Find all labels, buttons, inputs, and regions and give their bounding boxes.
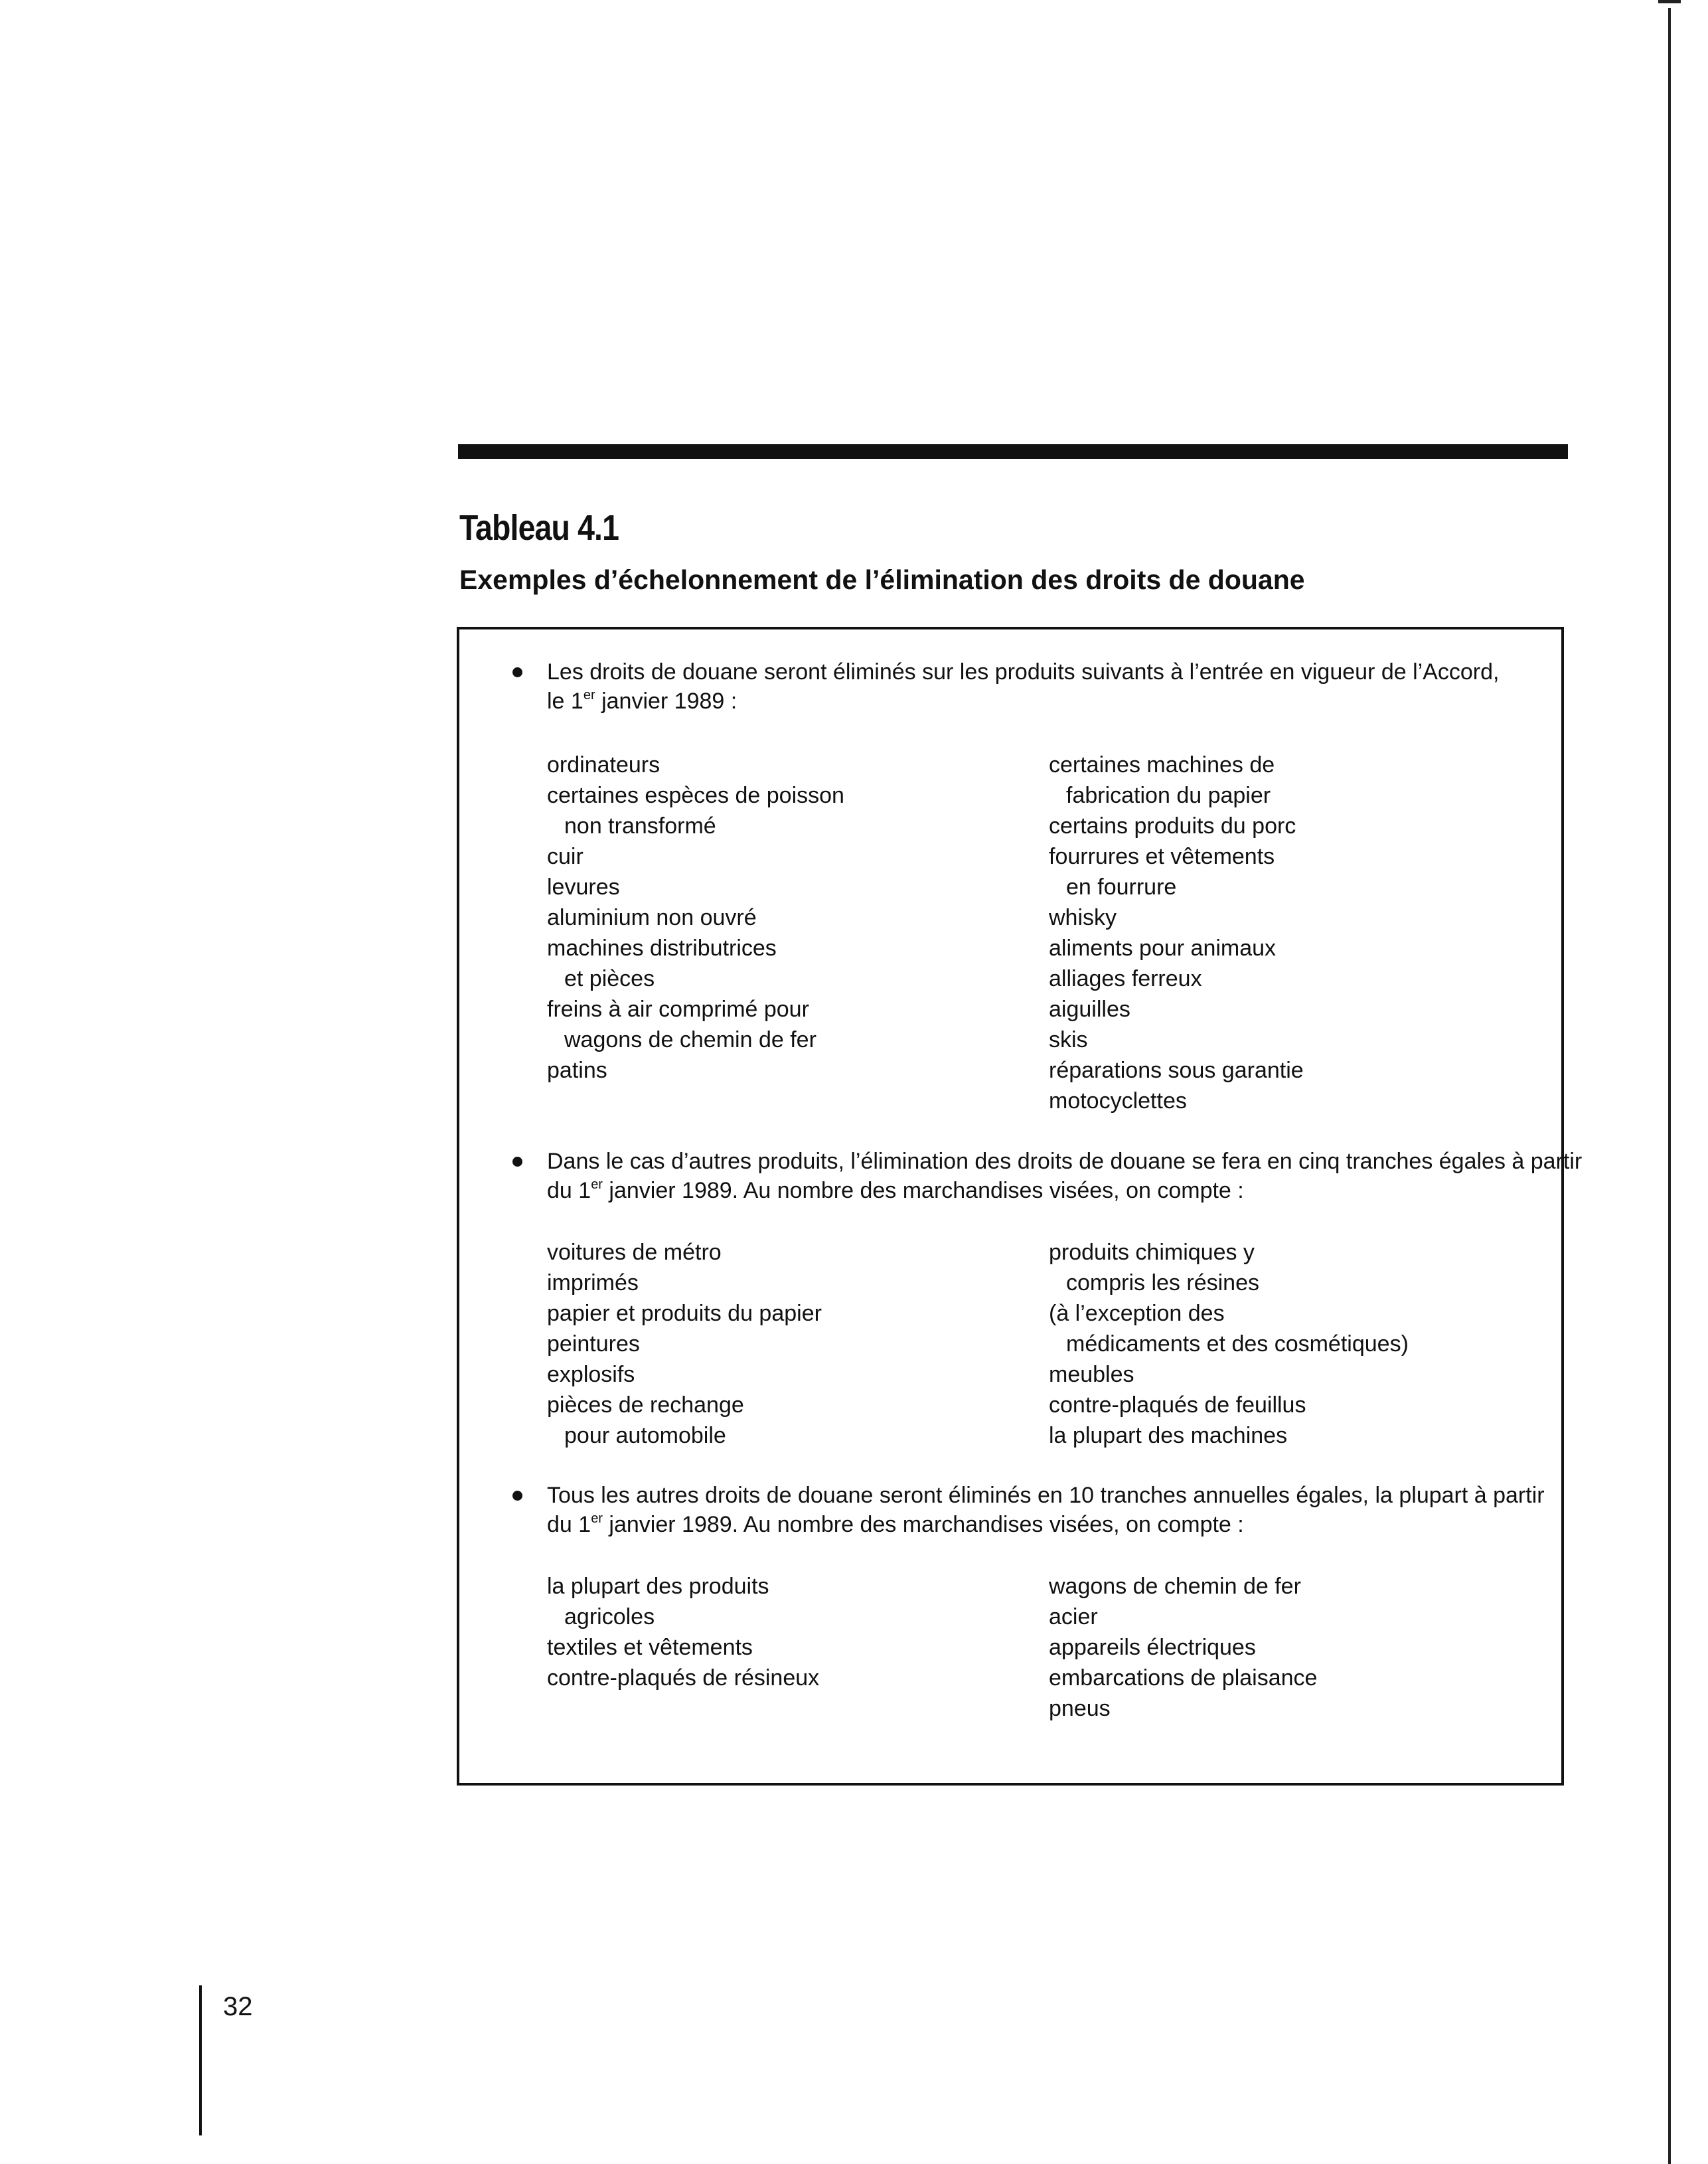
intro-text: janvier 1989. Au nombre des marchandises visées, on compte :	[602, 1178, 1244, 1203]
list-item: skis	[1049, 1027, 1088, 1052]
product-list-left	[547, 1237, 822, 1451]
list-item: fabrication du papier	[1066, 783, 1271, 808]
list-item: peintures	[547, 1331, 640, 1357]
intro-text: janvier 1989. Au nombre des marchandises visées, on compte :	[602, 1512, 1244, 1537]
intro-line: Dans le cas d’autres produits, l’élimination des droits de douane se fera en cinq tranches égales à partir	[547, 1149, 1583, 1174]
list-item: wagons de chemin de fer	[1049, 1574, 1301, 1599]
list-item: imprimés	[547, 1270, 639, 1295]
intro-line: Les droits de douane seront éliminés sur les produits suivants à l’entrée en vigueur de l’Accord,	[547, 659, 1500, 685]
list-item: motocyclettes	[1049, 1088, 1187, 1114]
page-edge-tick	[1658, 0, 1681, 3]
bullet-icon	[512, 1157, 522, 1167]
product-list-left	[547, 1571, 819, 1693]
list-item: en fourrure	[1066, 874, 1177, 900]
list-item: patins	[547, 1058, 607, 1083]
list-item: voitures de métro	[547, 1240, 722, 1265]
intro-superscript: er	[591, 1511, 603, 1526]
list-item: fourrures et vêtements	[1049, 844, 1275, 869]
list-item: wagons de chemin de fer	[564, 1027, 816, 1052]
list-item: aluminium non ouvré	[547, 905, 757, 930]
list-item: contre-plaqués de feuillus	[1049, 1392, 1306, 1418]
list-item: ordinateurs	[547, 752, 660, 778]
list-item: réparations sous garantie	[1049, 1058, 1304, 1083]
product-list-right	[1049, 1237, 1409, 1451]
bullet-icon	[512, 667, 522, 677]
intro-line	[547, 1510, 1529, 1539]
list-item: produits chimiques y	[1049, 1240, 1255, 1265]
list-item: aliments pour animaux	[1049, 936, 1277, 961]
list-item: médicaments et des cosmétiques)	[1066, 1331, 1409, 1357]
page-edge-line	[1668, 8, 1671, 2164]
list-item: aiguilles	[1049, 997, 1130, 1022]
table-subtitle: Exemples d’échelonnement de l’élimination des droits de douane	[459, 564, 1305, 595]
product-list-right	[1049, 750, 1304, 1116]
list-item: la plupart des produits	[547, 1574, 769, 1599]
list-item: certains produits du porc	[1049, 813, 1296, 839]
list-item: agricoles	[564, 1604, 655, 1629]
intro-text: du 1	[547, 1178, 591, 1203]
list-item: non transformé	[564, 813, 716, 839]
intro-text: le 1	[547, 689, 583, 714]
list-item: acier	[1049, 1604, 1098, 1629]
list-item: la plupart des machines	[1049, 1423, 1288, 1448]
intro-text: du 1	[547, 1512, 591, 1537]
list-item: alliages ferreux	[1049, 966, 1202, 991]
section-intro	[547, 1481, 1545, 1539]
table-top-rule	[458, 444, 1568, 459]
list-item: papier et produits du papier	[547, 1301, 822, 1326]
list-item: textiles et vêtements	[547, 1635, 753, 1660]
list-item: certaines espèces de poisson	[547, 783, 844, 808]
intro-line: Tous les autres droits de douane seront éliminés en 10 tranches annuelles égales, la plupart à partir	[547, 1483, 1545, 1508]
list-item: cuir	[547, 844, 583, 869]
intro-line	[547, 1176, 1529, 1205]
table-box	[457, 627, 1583, 1786]
list-item: et pièces	[564, 966, 655, 991]
intro-line	[547, 687, 1529, 716]
list-item: pneus	[1049, 1696, 1111, 1721]
list-item: compris les résines	[1066, 1270, 1259, 1295]
list-item: appareils électriques	[1049, 1635, 1256, 1660]
section-intro	[547, 657, 1529, 716]
list-item: pièces de rechange	[547, 1392, 744, 1418]
list-item: contre-plaqués de résineux	[547, 1665, 820, 1691]
list-item: levures	[547, 874, 620, 900]
list-item: meubles	[1049, 1362, 1134, 1387]
list-item: certaines machines de	[1049, 752, 1275, 778]
list-item: freins à air comprimé pour	[547, 997, 809, 1022]
page-number: 32	[223, 1992, 253, 2021]
bullet-icon	[512, 1491, 522, 1501]
product-list-right	[1049, 1571, 1317, 1724]
list-item: pour automobile	[564, 1423, 726, 1448]
table-title: Tableau 4.1	[459, 508, 619, 548]
intro-superscript: er	[591, 1177, 603, 1192]
list-item: machines distributrices	[547, 936, 777, 961]
intro-superscript: er	[583, 688, 595, 703]
margin-rule	[199, 1985, 202, 2135]
product-list-left	[547, 750, 844, 1086]
intro-text: janvier 1989 :	[595, 689, 738, 714]
list-item: (à l’exception des	[1049, 1301, 1225, 1326]
list-item: explosifs	[547, 1362, 635, 1387]
list-item: whisky	[1049, 905, 1117, 930]
list-item: embarcations de plaisance	[1049, 1665, 1318, 1691]
section-intro	[547, 1147, 1583, 1205]
